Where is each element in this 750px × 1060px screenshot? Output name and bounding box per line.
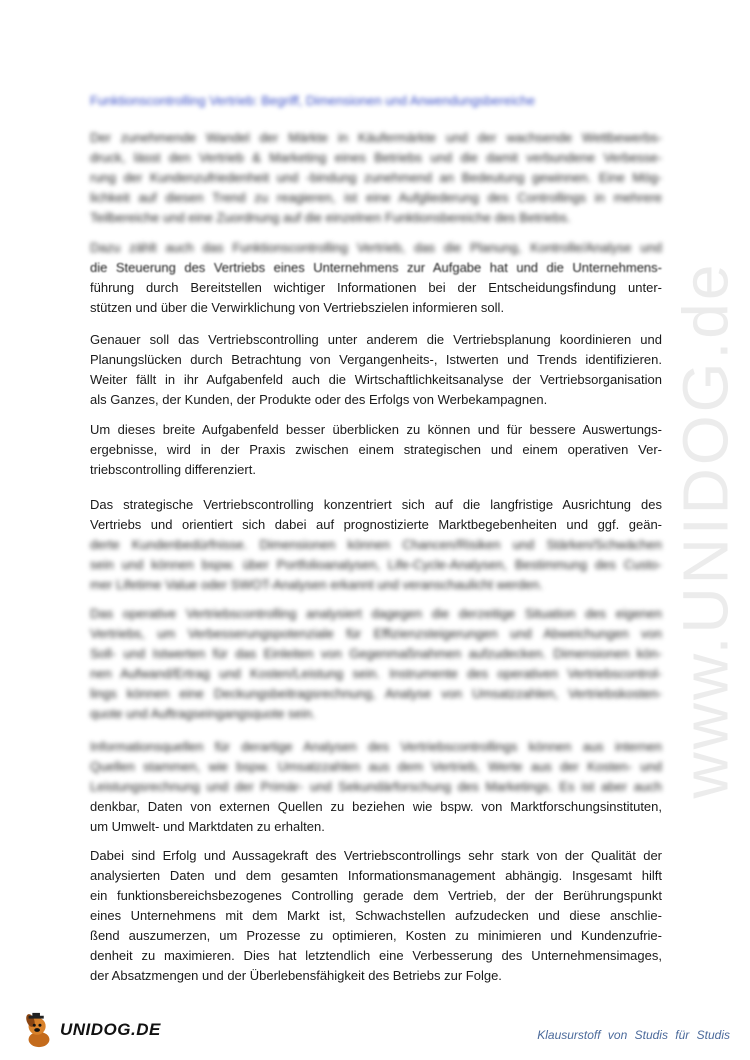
paragraph-line: die Steuerung des Vertriebs eines Unternehmens zur Aufgabe hat und die Unternehmens- bbox=[90, 260, 662, 275]
paragraph-line: Das operative Vertriebscontrolling analysiert dagegen die derzeitige Situation des eigenen bbox=[90, 606, 662, 621]
paragraph-line: Dabei sind Erfolg und Aussagekraft des Vertriebscontrollings sehr stark von der Qualität der bbox=[90, 848, 662, 863]
paragraph-3 bbox=[90, 330, 662, 410]
paragraph-line: als Ganzes, der Kunden, der Produkte oder des Erfolgs von Werbekampagnen. bbox=[90, 392, 548, 407]
paragraph-line: denheit zu maximieren. Dies hat letztendlich eine Verbesserung des Unternehmensimages, bbox=[90, 948, 662, 963]
paragraph-line: rung der Kundenzufriedenheit und -bindung zunehmend an Bedeutung gewinnen. Eine Mög- bbox=[90, 170, 662, 185]
paragraph-line: Um dieses breite Aufgabenfeld besser überblicken zu können und für bessere Auswertungs- bbox=[90, 422, 662, 437]
paragraph-line: führung durch Bereitstellen wichtiger Informationen bei der Entscheidungsfindung unter- bbox=[90, 280, 662, 295]
paragraph-4 bbox=[90, 420, 662, 480]
paragraph-line: der Absatzmengen und der Überlebensfähigkeit des Betriebs zur Folge. bbox=[90, 968, 502, 983]
paragraph-line: Weiter fällt in ihr Aufgabenfeld auch die Wirtschaftlichkeitsanalyse der Vertriebsorganisation bbox=[90, 372, 662, 387]
paragraph-line: Der zunehmende Wandel der Märkte in Käufermärkte und der wachsende Wettbewerbs- bbox=[90, 130, 662, 145]
unidog-logo[interactable] bbox=[20, 1010, 180, 1050]
paragraph-line: stützen und über die Verwirklichung von Vertriebszielen informieren soll. bbox=[90, 300, 505, 315]
paragraph-2 bbox=[90, 238, 662, 318]
paragraph-line: um Umwelt- und Marktdaten zu erhalten. bbox=[90, 819, 325, 834]
paragraph-line: Dazu zählt auch das Funktionscontrolling Vertrieb, das die Planung, Kontrolle/Analyse und bbox=[90, 240, 662, 255]
document-title: Funktionscontrolling Vertrieb: Begriff, Dimensionen und Anwendungsbereiche bbox=[90, 93, 535, 108]
paragraph-line: Vertriebs und orientiert sich dabei auf prognostizierte Marktbegebenheiten und ggf. geän- bbox=[90, 517, 662, 532]
paragraph-line: Informationsquellen für derartige Analysen des Vertriebscontrollings können aus internen bbox=[90, 739, 662, 754]
paragraph-7 bbox=[90, 737, 662, 837]
paragraph-line: mer Lifetime Value oder SWOT-Analysen erkannt und veranschaulicht werden. bbox=[90, 577, 543, 592]
paragraph-line: Quellen stammen, wie bspw. Umsatzzahlen aus dem Vertrieb, Werte aus der Kosten- und bbox=[90, 759, 662, 774]
paragraph-line: lichkeit auf diesen Trend zu reagieren, ist eine Aufgliederung des Controllings in mehrere bbox=[90, 190, 662, 205]
paragraph-line: Genauer soll das Vertriebscontrolling unter anderem die Vertriebsplanung koordinieren und bbox=[90, 332, 662, 347]
logo-text: UNIDOG.DE bbox=[60, 1020, 161, 1039]
footer-slogan: Klausurstoff von Studis für Studis bbox=[537, 1028, 730, 1042]
watermark-text: www.UNIDOG.de bbox=[669, 261, 741, 799]
paragraph-line: druck, lässt den Vertrieb & Marketing eines Betriebs und die damit verbundene Verbesse- bbox=[90, 150, 662, 165]
paragraph-8 bbox=[90, 846, 662, 986]
paragraph-5 bbox=[90, 495, 662, 595]
paragraph-line: Teilbereiche und eine Zuordnung auf die einzelnen Funktionsbereiche des Betriebs. bbox=[90, 210, 571, 225]
paragraph-line: lings können eine Deckungsbeitragsrechnung, Analyse von Umsatzzahlen, Vertriebskosten- bbox=[90, 686, 662, 701]
paragraph-line: Soll- und Istwerten für das Einleiten von Gegenmaßnahmen aufzudecken. Dimensionen kön- bbox=[90, 646, 662, 661]
paragraph-line: eines Unternehmens mit dem Markt ist, Schwachstellen aufzudecken und diese anschlie- bbox=[90, 908, 662, 923]
watermark bbox=[650, 261, 750, 799]
paragraph-line: Das strategische Vertriebscontrolling konzentriert sich auf die langfristige Ausrichtung des bbox=[90, 497, 662, 512]
paragraph-line: ein funktionsbereichsbezogenes Controlling gerade dem Vertrieb, der der Berührungspunkt bbox=[90, 888, 662, 903]
paragraph-line: sein und können bspw. über Portfolioanalysen, Life-Cycle-Analysen, Bestimmung des Custo- bbox=[90, 557, 662, 572]
paragraph-line: Vertriebs, um Verbesserungspotenziale für Effizienzsteigerungen und Abweichungen von bbox=[90, 626, 662, 641]
dog-mascot-icon bbox=[20, 1011, 58, 1049]
paragraph-line: analysierten Daten und dem gesamten Informationsmanagement abhängig. Insgesamt hilft bbox=[90, 868, 662, 883]
paragraph-line: triebscontrolling differenziert. bbox=[90, 462, 256, 477]
paragraph-line: Planungslücken durch Betrachtung von Vergangenheits-, Istwerten und Trends identifizieren. bbox=[90, 352, 662, 367]
paragraph-line: Leistungsrechnung und der Primär- und Sekundärforschung des Marketings. Es ist aber auch bbox=[90, 779, 662, 794]
paragraph-6 bbox=[90, 604, 662, 724]
paragraph-line: denkbar, Daten von externen Quellen zu beziehen wie bspw. von Marktforschungsinstituten, bbox=[90, 799, 662, 814]
paragraph-line: nen Aufwand/Ertrag und Kosten/Leistung sein. Instrumente des operativen Vertriebscontrol- bbox=[90, 666, 662, 681]
paragraph-line: derte Kundenbedürfnisse. Dimensionen können Chancen/Risiken und Stärken/Schwächen bbox=[90, 537, 662, 552]
paragraph-line: ßend auszumerzen, um Prozesse zu optimieren, Kosten zu minimieren und Kundenzufrie- bbox=[90, 928, 662, 943]
paragraph-line: quote und Auftragseingangsquote sein. bbox=[90, 706, 316, 721]
paragraph-1 bbox=[90, 128, 662, 228]
paragraph-line: ergebnisse, wird in der Praxis zwischen einem strategischen und einem operativen Ver- bbox=[90, 442, 662, 457]
